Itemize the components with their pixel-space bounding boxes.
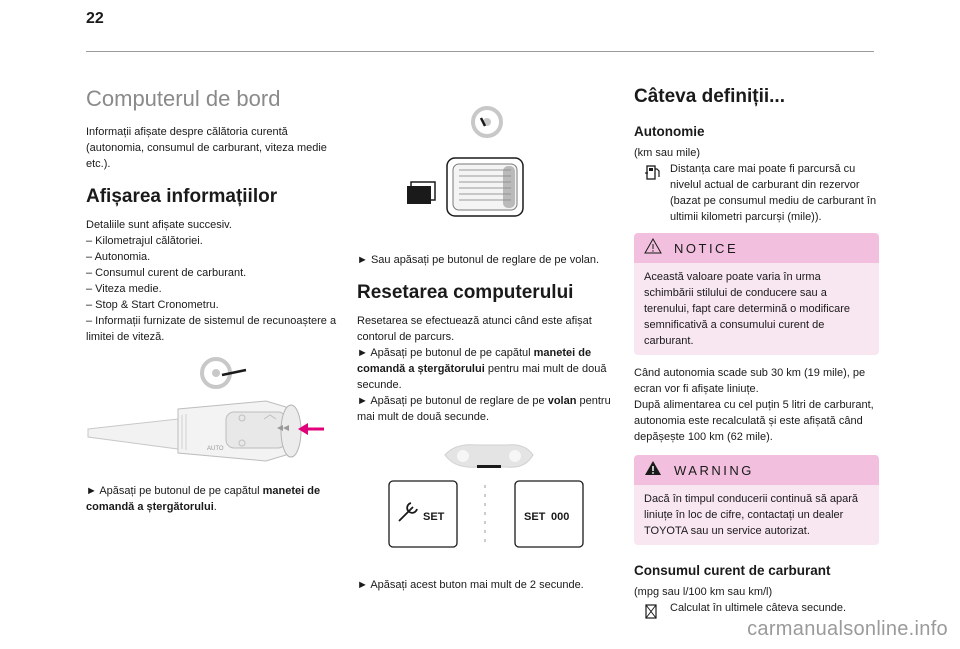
notice-title: NOTICE (674, 240, 739, 256)
reset-step-wheel: ► Apăsați pe butonul de reglare de pe volan pentru mai mult de două secunde. (357, 395, 611, 423)
section-title-display: Afișarea informațiilor (86, 186, 278, 207)
caution-triangle-icon (644, 238, 662, 259)
wiper-stalk-illustration (86, 357, 341, 475)
set-button-illustration (357, 441, 619, 567)
warning-triangle-icon (644, 460, 662, 481)
steering-wheel-figure (357, 100, 619, 240)
set-button-label: SET (423, 511, 445, 523)
column-middle (357, 80, 619, 593)
set-button-icon (389, 481, 457, 547)
wiper-stalk-icon (88, 401, 301, 461)
autonomy-title: Autonomie (634, 124, 705, 139)
notice-box (634, 233, 879, 355)
warning-header (634, 455, 879, 485)
warning-text: Dacă în timpul conducerii continuă să apară liniuțe în loc de cifre, contactați un dealer TOYOTA sau un service autorizat. (634, 485, 879, 545)
wheel-adjust-illustration (357, 100, 619, 240)
list-item: – Kilometrajul călătoriei. (86, 235, 203, 247)
steering-wheel-icon (473, 108, 501, 136)
fuel-consumption-icon (644, 602, 660, 625)
instruction-stalk: ► Apăsați pe butonul de pe capătul manetei de comandă a ștergătorului. (86, 485, 321, 513)
display-info-list (86, 217, 341, 345)
list-item: – Informații furnizate de sistemul de recunoaștere a limitei de viteză. (86, 315, 337, 343)
warning-title: WARNING (674, 462, 754, 478)
autonomy-units: (km sau mile) (634, 147, 701, 159)
pink-arrow-icon (298, 423, 324, 435)
autonomy-text: Distanța care mai poate fi parcursă cu nivelul actual de carburant din rezervor (bazat pe consumul mediu de carburant în ultimii kilometri parcurși (mile)). (634, 161, 879, 225)
window-stack-icon (407, 182, 435, 204)
reset-step-stalk: ► Apăsați pe butonul de pe capătul manetei de comandă a ștergătorului pentru mai mult de două secunde. (357, 347, 607, 391)
set-display-label: SET (524, 511, 546, 523)
autonomy-refuel-text: După alimentarea cu cel puțin 5 litri de carburant, autonomia este recalculată și este afișată când depășește 100 km (62 mile). (634, 399, 874, 443)
instrument-cluster-icon (445, 445, 533, 468)
set-display-value: 000 (551, 511, 570, 523)
consumption-text: Calculat în ultimele câteva secunde. (634, 600, 879, 616)
list-item: – Viteza medie. (86, 283, 162, 295)
list-item: – Consumul curent de carburant. (86, 267, 247, 279)
definitions-title: Câteva definiții... (634, 86, 785, 107)
notice-header (634, 233, 879, 263)
scroll-wheel-button-icon (447, 158, 523, 216)
top-divider (86, 51, 874, 52)
page-number: 22 (86, 10, 104, 27)
watermark: carmanualsonline.info (747, 618, 948, 640)
warning-box (634, 455, 879, 545)
reset-intro: Resetarea se efectuează atunci când este afișat contorul de parcurs. (357, 315, 592, 343)
intro-text: Informații afișate despre călătoria curentă (autonomia, consumul de carburant, viteza medie etc.). (86, 126, 327, 170)
section-title-reset: Resetarea computerului (357, 282, 574, 303)
wiper-stalk-figure (86, 357, 341, 475)
instruction-set: ► Apăsați acest buton mai mult de 2 secunde. (357, 579, 584, 591)
page-title: Computerul de bord (86, 86, 281, 111)
notice-text: Această valoare poate varia în urma schimbării stilului de conducere sau a terenului, fapt care determină o modificare semnificativă a consumului curent de carburant. (634, 263, 879, 355)
autonomy-low-text: Când autonomia scade sub 30 km (19 mile), pe ecran vor fi afișate liniuțe. (634, 367, 866, 395)
instruction-wheel: ► Sau apăsați pe butonul de reglare de pe volan. (357, 254, 600, 266)
list-item: Detaliile sunt afișate succesiv. (86, 219, 232, 231)
set-display-icon (515, 481, 583, 547)
list-item: – Autonomia. (86, 251, 151, 263)
set-buttons-figure (357, 441, 619, 567)
consumption-title: Consumul curent de carburant (634, 563, 831, 578)
stalk-label-auto: AUTO (207, 446, 224, 452)
consumption-units: (mpg sau l/100 km sau km/l) (634, 586, 773, 598)
list-item: – Stop & Start Cronometru. (86, 299, 219, 311)
column-left (86, 80, 341, 515)
fuel-pump-icon (644, 163, 662, 186)
column-right (634, 80, 879, 616)
steering-wheel-icon (202, 359, 246, 387)
